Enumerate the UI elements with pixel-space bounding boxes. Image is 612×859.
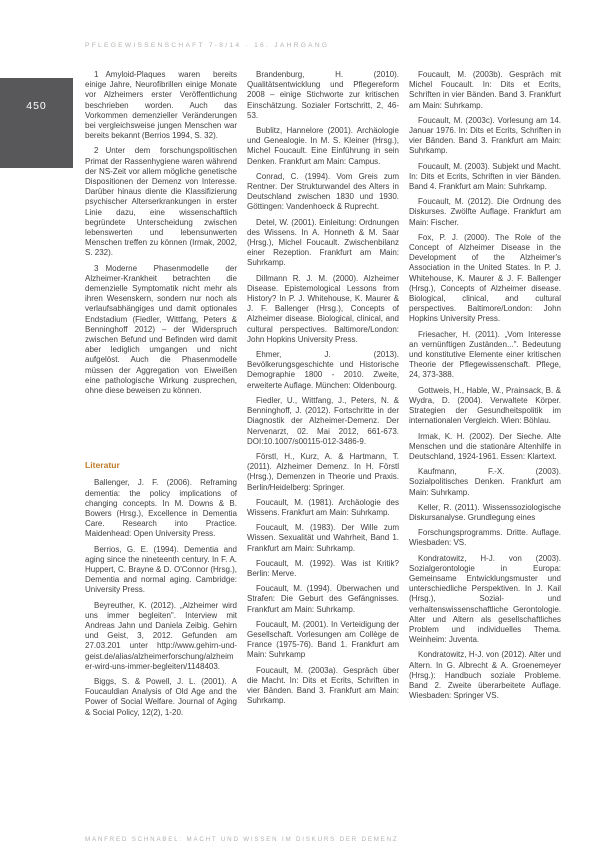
footnote-number: 1 xyxy=(94,70,99,79)
reference-entry: Ballenger, J. F. (2006). Reframing dementia: the policy implications of changing concepts. In M. Downs & B. Bowers (Hrsg.), Excellence in Dementia Care. Research into Practice. Maidenhead: Open University Press. xyxy=(85,478,237,539)
running-header: PFLEGEWISSENSCHAFT 7-8/14 · 16. JAHRGANG xyxy=(85,42,330,49)
column-2 xyxy=(247,70,399,723)
reference-entry: Kondratowitz, H-J. von (2012). Alter und Altern. In G. Albrecht & A. Groenemeyer (Hrsg.): Handbuch soziale Probleme. Band 2. Zweite überarbeitete Auflage. Wiesbaden: Springer VS. xyxy=(409,650,561,701)
reference-entry: Biggs, S. & Powell, J. L. (2001). A Foucauldian Analysis of Old Age and the Power of Social Welfare. Journal of Aging & Social Policy, 12(2), 1-20. xyxy=(85,676,237,717)
footnote-text: Unter dem forschungspolitischen Primat der Rassenhygiene waren während der NS-Zeit vor allem mögliche genetische Dispositionen der Demenz von Interesse. Darüber hinaus diente die Klassifizierung psychischer Alterserkrankungen in erster Linie dazu, eine wissenschaftlich begründete Unterscheidung zwischen lebenswerten und lebensunwerten Menschen treffen zu können (Irmak, 2002, S. 232). xyxy=(85,146,237,258)
reference-entry: Förstl, H., Kurz, A. & Hartmann, T. (2011). Alzheimer Demenz. In H. Förstl (Hrsg.), Demenzen in Theorie und Praxis. Berlin/Heidelberg: Springer. xyxy=(247,451,399,492)
reference-entry: Kaufmann, F.-X. (2003). Sozialpolitisches Denken. Frankfurt am Main: Suhrkamp. xyxy=(409,467,561,497)
footnote-number: 3 xyxy=(94,263,99,273)
reference-entry: Fiedler, U., Wittfang, J., Peters, N. & Benninghoff, J. (2012). Fortschritte in der Diagnostik der Alzheimer-Demenz. Der Nervenarzt, 02. Mai 2012, 661-673. DOI:10.1007/s00115-012-3486-9. xyxy=(247,395,399,446)
literatur-heading: Literatur xyxy=(85,460,120,471)
reference-entry: Foucault, M. (2003c). Vorlesung am 14. Januar 1976. In: Dits et Ecrits, Schriften in vier Bänden. Band 3. Frankfurt am Main: Suhrkamp. xyxy=(409,115,561,156)
running-footer: MANFRED SCHNABEL: MACHT UND WISSEN IM DISKURS DER DEMENZ xyxy=(85,836,399,843)
reference-entry: Foucault, M. (1983). Der Wille zum Wissen. Sexualität und Wahrheit, Band 1. Frankfurt am Main: Suhrkamp. xyxy=(247,523,399,553)
reference-entry: Foucault, M. (1994). Überwachen und Strafen: Die Geburt des Gefängnisses. Frankfurt am Main: Suhrkamp. xyxy=(247,584,399,614)
reference-entry: Foucault, M. (2001). In Verteidigung der Gesellschaft. Vorlesungen am Collège de France (1975-76). Band 1. Frankfurt am Main: Suhrkamp xyxy=(247,619,399,660)
reference-entry: Irmak, K. H. (2002). Der Sieche. Alte Menschen und die stationäre Altenhilfe in Deutschland, 1924-1961. Essen: Klartext. xyxy=(409,431,561,461)
reference-entry: Fox, P. J. (2000). The Role of the Concept of Alzheimer Disease in the Development of the Alzheimer's Association in the United States. In P. J. Whitehouse, K. Maurer & J. F. Ballenger (Hrsg.), Concepts of Alzheimer disease. Biological, clinical, and cultural perspectives. Baltimore/London: John Hopkins University Press. xyxy=(409,232,561,324)
reference-entry: Foucault, M. (1992). Was ist Kritik? Berlin: Merve. xyxy=(247,558,399,578)
reference-entry: Beyreuther, K. (2012). „Alzheimer wird uns immer begleiten". Interview mit Andreas Jahn und Daniela Zeibig. Gehirn und Geist, 3, 2012. Gefunden am 27.03.201 unter http://www.gehirn-und-geist.de/alias/alzheimerforschung/alzheimer-wird-uns-immer-begleiten/1148403. xyxy=(85,600,237,671)
reference-entry: Berrios, G. E. (1994). Dementia and aging since the nineteenth century. In F. A. Huppert, C. Brayne & D. O'Connor (Hrsg.), Dementia and normal aging. Cambridge: University Press. xyxy=(85,544,237,595)
reference-entry: Foucault, M. (2003). Subjekt und Macht. In: Dits et Ecrits, Schriften in vier Bänden. Band 4. Frankfurt am Main: Suhrkamp. xyxy=(409,161,561,192)
reference-entry: Forschungsprogramms. Dritte. Auflage. Wiesbaden: VS. xyxy=(409,528,561,548)
footnote xyxy=(85,70,237,141)
reference-entry: Foucault, M. (2003a). Gespräch über die Macht. In: Dits et Ecrits, Schriften in vier Bänden. Band 3. Frankfurt am Main: Suhrkamp. xyxy=(247,665,399,706)
reference-entry: Bublitz, Hannelore (2001). Archäologie und Genealogie. In M. S. Kleiner (Hrsg.), Michel Foucault. Eine Einführung in sein Denken. Frankfurt am Main: Campus. xyxy=(247,126,399,166)
reference-entry: Brandenburg, H. (2010). Qualitätsentwicklung und Pflegereform 2008 – einige Stichworte zur kritischen Einschätzung. Sozialer Fortschritt, 2, 46-53. xyxy=(247,70,399,120)
footnote-number: 2 xyxy=(94,146,99,156)
reference-entry: Foucault, M. (2003b). Gespräch mit Michel Foucault. In: Dits et Ecrits, Schriften in vier Bänden. Band 3. Frankfurt am Main: Suhrkamp. xyxy=(409,70,561,110)
footnote-text: Amyloid-Plaques waren bereits einige Jahre, Neurofibrillen einige Monate vor Alzheimers erster Veröffentlichung beschrieben worden. Auch das Vorkommen demenzieller Veränderungen bei vergleichsweise jungen Menschen war bereits bekannt (Berrios 1994, S. 32). xyxy=(85,70,237,141)
reference-entry: Friesacher, H. (2011). „Vom Interesse an vernünftigen Zuständen...". Bedeutung und konstitutive Elemente einer kritischen Theorie der Pflegewissenschaft. Pflege, 24, 373-388. xyxy=(409,329,561,380)
footnote-text: Moderne Phasenmodelle der Alzheimer-Krankheit betrachten die demenzielle Symptomatik nicht mehr als ihren Wesenskern, sondern nur noch als verlaufsabhängiges und damit optionales Endstadium (Fiedler, Wittfang, Peters & Benninghoff 2012) – der Widerspruch zwischen Befund und Befinden wird damit aber lediglich umgangen und nicht aufgelöst. Auch die Phasenmodelle müssen der Aggregation von Eiweißen eine pathologische Wirkung zusprechen, ohne diese beweisen zu können. xyxy=(85,263,237,396)
reference-entry: Foucault, M. (1981). Archäologie des Wissens. Frankfurt am Main: Suhrkamp. xyxy=(247,497,399,517)
footnote xyxy=(85,146,237,258)
reference-entry: Detel, W. (2001). Einleitung: Ordnungen des Wissens. In A. Honneth & M. Saar (Hrsg.), Michel Foucault. Zwischenbilanz einer Rezeption. Frankfurt am Main: Suhrkamp. xyxy=(247,217,399,268)
reference-entry: Gottweis, H., Hable, W., Prainsack, B. & Wydra, D. (2004). Verwaltete Körper. Strategien der Gesundheitspolitik im internationalen Vergleich. Wien: Böhlau. xyxy=(409,385,561,426)
reference-entry: Foucault, M. (2012). Die Ordnung des Diskurses. Zwölfte Auflage. Frankfurt am Main: Fischer. xyxy=(409,197,561,227)
reference-entry: Keller, R. (2011). Wissenssoziologische Diskursanalyse. Grundlegung eines xyxy=(409,502,561,522)
reference-entry: Dillmann R. J. M. (2000). Alzheimer Disease. Epistemological Lessons from History? In P. J. Whitehouse, K. Maurer & J. F. Ballenger (Hrsg.), Concepts of Alzheimer disease. Biological, clinical, and cultural perspectives. Baltimore/London: John Hopkins University Press. xyxy=(247,273,399,344)
column-3 xyxy=(409,70,561,723)
column-1 xyxy=(85,70,237,723)
page-number-badge xyxy=(0,78,73,168)
footnote xyxy=(85,264,237,397)
page-number: 450 xyxy=(26,100,47,112)
reference-entry: Kondratowitz, H-J. von (2003). Sozialgerontologie in Europa: Gemeinsame Entwicklungsmuster und unterschiedliche Perspektiven. In J. Kail (Hrsg.), Sozial- und verhaltenswissenschaftliche Gerontologie. Alter und Altern als gesellschaftliches Problem und individuelles Thema. Weinheim: Juventa. xyxy=(409,553,561,645)
reference-entry: Conrad, C. (1994). Vom Greis zum Rentner. Der Strukturwandel des Alters in Deutschland zwischen 1830 und 1930. Göttingen: Vandenhoeck & Ruprecht. xyxy=(247,171,399,212)
page-content xyxy=(85,70,561,723)
reference-entry: Ehmer, J. (2013). Bevölkerungsgeschichte und Historische Demographie 1800 - 2010. Zweite, erweiterte Auflage. München: Oldenbourg. xyxy=(247,350,399,390)
